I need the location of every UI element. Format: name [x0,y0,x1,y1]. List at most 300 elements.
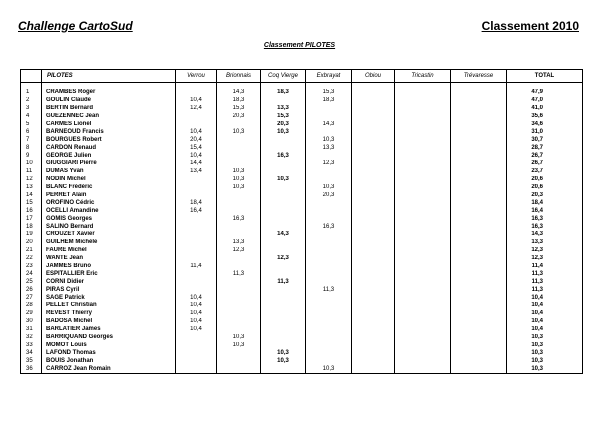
tricastin-score-cell [395,365,451,373]
total-score-cell: 10,3 [507,334,583,342]
brionnais-score-cell: 18,3 [217,97,261,105]
verrou-score-cell: 16,4 [176,207,217,215]
total-score-cell: 10,3 [507,349,583,357]
rank-cell: 15 [21,199,42,207]
pilot-name-cell: LAFOND Thomas [42,349,176,357]
tricastin-score-cell [395,89,451,97]
tricastin-score-cell [395,342,451,350]
table-row [21,223,583,231]
coq-vierge-score-cell [261,223,306,231]
table-row [21,302,583,310]
rank-cell: 20 [21,239,42,247]
table-row [21,160,583,168]
brionnais-score-cell [217,255,261,263]
obiou-score-cell [352,207,395,215]
obiou-score-cell [352,239,395,247]
tricastin-score-cell [395,302,451,310]
coq-vierge-score-cell: 10,3 [261,176,306,184]
verrou-score-cell [176,121,217,129]
coq-vierge-score-cell [261,215,306,223]
table-row [21,334,583,342]
table-row [21,184,583,192]
tricastin-score-cell [395,184,451,192]
pilot-name-cell: BARRIQUAND Georges [42,334,176,342]
table-row [21,310,583,318]
verrou-score-cell: 12,4 [176,105,217,113]
obiou-score-cell [352,365,395,373]
brionnais-score-cell [217,278,261,286]
trevaresse-score-cell [451,263,507,271]
coq-vierge-score-cell [261,302,306,310]
verrou-score-cell [176,176,217,184]
trevaresse-score-cell [451,294,507,302]
rank-cell: 35 [21,357,42,365]
rank-cell: 30 [21,318,42,326]
tricastin-score-cell [395,136,451,144]
coq-vierge-score-cell [261,318,306,326]
tricastin-score-cell [395,247,451,255]
coq-vierge-score-cell [261,160,306,168]
obiou-score-cell [352,318,395,326]
pilot-name-cell: FAURE Michel [42,247,176,255]
brionnais-score-cell [217,294,261,302]
table-row [21,89,583,97]
verrou-score-cell [176,278,217,286]
exbrayat-score-cell [306,247,352,255]
obiou-score-cell [352,176,395,184]
coq-vierge-score-cell [261,247,306,255]
table-row [21,215,583,223]
coq-vierge-score-cell [261,334,306,342]
total-score-cell: 20,6 [507,184,583,192]
pilot-name-cell: CROUZET Xavier [42,231,176,239]
pilot-name-cell: SAGE Patrick [42,294,176,302]
table-row [21,357,583,365]
tricastin-score-cell [395,121,451,129]
rank-cell: 25 [21,278,42,286]
trevaresse-score-cell [451,278,507,286]
exbrayat-score-cell [306,152,352,160]
rank-cell: 31 [21,326,42,334]
pilot-name-cell: BLANC Frédéric [42,184,176,192]
coq-vierge-score-cell: 18,3 [261,89,306,97]
rank-cell: 11 [21,168,42,176]
trevaresse-score-cell [451,89,507,97]
exbrayat-score-cell: 11,3 [306,286,352,294]
rank-cell: 10 [21,160,42,168]
verrou-score-cell [176,223,217,231]
exbrayat-score-cell [306,357,352,365]
total-score-cell: 41,0 [507,105,583,113]
verrou-score-cell: 10,4 [176,294,217,302]
brionnais-score-cell [217,192,261,200]
tricastin-score-cell [395,255,451,263]
total-score-cell: 14,3 [507,231,583,239]
rank-cell: 7 [21,136,42,144]
total-score-cell: 12,3 [507,255,583,263]
verrou-score-cell: 10,4 [176,97,217,105]
verrou-score-cell: 10,4 [176,326,217,334]
obiou-score-cell [352,184,395,192]
brionnais-score-cell [217,136,261,144]
coq-vierge-score-cell: 14,3 [261,231,306,239]
brionnais-score-cell [217,199,261,207]
verrou-score-cell [176,286,217,294]
exbrayat-score-cell [306,334,352,342]
trevaresse-score-cell [451,152,507,160]
brionnais-score-cell [217,349,261,357]
tricastin-score-cell [395,199,451,207]
obiou-score-cell [352,192,395,200]
coq-vierge-score-cell: 20,3 [261,121,306,129]
obiou-score-cell [352,89,395,97]
exbrayat-score-cell [306,294,352,302]
tricastin-score-cell [395,113,451,121]
tricastin-score-cell [395,223,451,231]
brionnais-score-cell [217,144,261,152]
exbrayat-score-cell [306,342,352,350]
total-score-cell: 11,3 [507,286,583,294]
ranking-table [20,69,583,374]
coq-vierge-score-cell [261,207,306,215]
trevaresse-score-cell [451,215,507,223]
coq-vierge-score-cell [261,270,306,278]
exbrayat-score-cell: 14,3 [306,121,352,129]
coq-vierge-score-cell [261,192,306,200]
total-score-cell: 35,6 [507,113,583,121]
tricastin-score-cell [395,310,451,318]
table-subtitle: Classement PILOTES [263,42,336,49]
verrou-score-cell [176,357,217,365]
pilot-name-cell: JAMMES Bruno [42,263,176,271]
verrou-score-cell [176,247,217,255]
total-score-cell: 34,6 [507,121,583,129]
trevaresse-score-cell [451,334,507,342]
obiou-score-cell [352,247,395,255]
obiou-score-cell [352,97,395,105]
pilot-name-cell: BOURGUES Robert [42,136,176,144]
table-row [21,121,583,129]
verrou-score-cell [176,113,217,121]
exbrayat-score-cell [306,318,352,326]
exbrayat-score-cell [306,113,352,121]
rank-cell: 18 [21,223,42,231]
trevaresse-score-cell [451,318,507,326]
rank-cell: 29 [21,310,42,318]
trevaresse-score-cell [451,176,507,184]
verrou-score-cell [176,255,217,263]
brionnais-score-cell [217,318,261,326]
coq-vierge-score-cell [261,97,306,105]
trevaresse-score-cell [451,270,507,278]
tricastin-score-cell [395,326,451,334]
coq-vierge-score-cell [261,294,306,302]
exbrayat-score-cell [306,231,352,239]
exbrayat-score-cell: 15,3 [306,89,352,97]
exbrayat-score-cell [306,310,352,318]
total-score-cell: 26,7 [507,160,583,168]
verrou-score-cell [176,342,217,350]
obiou-score-cell [352,310,395,318]
brionnais-score-cell: 20,3 [217,113,261,121]
obiou-score-cell [352,334,395,342]
exbrayat-score-cell [306,349,352,357]
tricastin-score-cell [395,294,451,302]
coq-vierge-score-cell [261,310,306,318]
table-row [21,342,583,350]
pilot-name-cell: CARDON Renaud [42,144,176,152]
total-score-cell: 20,6 [507,176,583,184]
tricastin-score-cell [395,239,451,247]
pilot-name-cell: GOMIS Georges [42,215,176,223]
verrou-score-cell [176,215,217,223]
trevaresse-score-cell [451,207,507,215]
pilot-name-cell: BARLATIER James [42,326,176,334]
pilot-name-cell: BERTIN Bernard [42,105,176,113]
verrou-score-cell [176,349,217,357]
exbrayat-score-cell [306,255,352,263]
brionnais-score-cell [217,263,261,271]
trevaresse-score-cell [451,231,507,239]
coq-vierge-score-cell [261,199,306,207]
brionnais-score-cell: 14,3 [217,89,261,97]
header-row [21,70,583,83]
coq-vierge-score-cell [261,136,306,144]
brionnais-score-cell [217,326,261,334]
pilot-name-cell: BOUIS Jonathan [42,357,176,365]
table-row [21,278,583,286]
rank-cell: 19 [21,231,42,239]
exbrayat-score-cell [306,128,352,136]
table-row [21,105,583,113]
brionnais-score-cell: 10,3 [217,334,261,342]
brionnais-score-cell [217,302,261,310]
table-row [21,136,583,144]
obiou-score-cell [352,144,395,152]
trevaresse-score-cell [451,365,507,373]
table-row [21,128,583,136]
rank-cell: 2 [21,97,42,105]
obiou-score-cell [352,286,395,294]
tricastin-score-cell [395,176,451,184]
rank-cell: 27 [21,294,42,302]
brionnais-score-cell [217,310,261,318]
table-row [21,365,583,373]
trevaresse-score-cell [451,121,507,129]
obiou-score-cell [352,357,395,365]
rank-cell: 14 [21,192,42,200]
pilot-name-cell: OROFINO Cédric [42,199,176,207]
exbrayat-score-cell: 16,3 [306,223,352,231]
tricastin-score-cell [395,105,451,113]
coq-vierge-score-cell [261,365,306,373]
exbrayat-score-cell [306,270,352,278]
verrou-score-cell: 10,4 [176,318,217,326]
rank-cell: 24 [21,270,42,278]
pilot-name-cell: CARROZ Jean Romain [42,365,176,373]
verrou-score-cell [176,184,217,192]
coq-vierge-score-cell: 13,3 [261,105,306,113]
table-row [21,286,583,294]
obiou-score-cell [352,215,395,223]
exbrayat-score-cell [306,278,352,286]
pilot-name-cell: PIRAS Cyril [42,286,176,294]
verrou-score-cell [176,365,217,373]
brionnais-score-cell: 10,3 [217,168,261,176]
obiou-score-cell [352,152,395,160]
pilot-name-cell: BARNEOUD Francis [42,128,176,136]
rank-cell: 16 [21,207,42,215]
exbrayat-score-cell [306,176,352,184]
obiou-score-cell [352,294,395,302]
verrou-score-cell: 10,4 [176,152,217,160]
rank-cell: 13 [21,184,42,192]
exbrayat-score-cell: 18,3 [306,97,352,105]
tricastin-score-cell [395,192,451,200]
rank-cell: 4 [21,113,42,121]
rank-cell: 28 [21,302,42,310]
table-row [21,176,583,184]
exbrayat-score-cell [306,105,352,113]
total-score-cell: 47,0 [507,97,583,105]
rank-cell: 22 [21,255,42,263]
pilot-name-cell: REVEST Thierry [42,310,176,318]
tricastin-score-cell [395,270,451,278]
tricastin-header: Tricastin [395,70,451,83]
coq-vierge-score-cell: 15,3 [261,113,306,121]
total-score-cell: 16,3 [507,215,583,223]
rank-cell: 26 [21,286,42,294]
rank-cell: 32 [21,334,42,342]
total-score-cell: 10,3 [507,357,583,365]
ranking-rows [21,83,583,374]
tricastin-score-cell [395,160,451,168]
total-score-cell: 23,7 [507,168,583,176]
table-row [21,199,583,207]
table-row [21,239,583,247]
obiou-score-cell [352,255,395,263]
table-row [21,192,583,200]
brionnais-score-cell [217,365,261,373]
trevaresse-score-cell [451,310,507,318]
coq-vierge-score-cell [261,326,306,334]
table-row [21,318,583,326]
pilot-name-cell: GIUGGIARI Pierre [42,160,176,168]
brionnais-score-cell: 16,3 [217,215,261,223]
trevaresse-score-cell [451,199,507,207]
pilot-name-cell: CARMES Lionel [42,121,176,129]
tricastin-score-cell [395,207,451,215]
exbrayat-score-cell [306,199,352,207]
table-row [21,97,583,105]
brionnais-score-cell [217,357,261,365]
total-score-cell: 10,4 [507,302,583,310]
rank-cell: 23 [21,263,42,271]
verrou-score-cell [176,231,217,239]
table-row [21,231,583,239]
brionnais-score-cell: 11,3 [217,270,261,278]
pilot-name-cell: SALINO Bernard [42,223,176,231]
pilot-name-cell: MOMOT Louis [42,342,176,350]
obiou-header: Obiou [352,70,395,83]
total-score-cell: 11,3 [507,270,583,278]
tricastin-score-cell [395,278,451,286]
total-score-cell: 12,3 [507,247,583,255]
brionnais-score-cell [217,207,261,215]
verrou-score-cell: 18,4 [176,199,217,207]
total-score-cell: 18,4 [507,199,583,207]
rank-cell: 1 [21,89,42,97]
tricastin-score-cell [395,263,451,271]
exbrayat-header: Exbrayat [306,70,352,83]
total-score-cell: 10,4 [507,326,583,334]
tricastin-score-cell [395,97,451,105]
verrou-score-cell: 10,4 [176,128,217,136]
coq-vierge-header: Coq Vierge [261,70,306,83]
pilot-name-cell: OCELLI Amandine [42,207,176,215]
table-row [21,263,583,271]
brionnais-score-cell [217,121,261,129]
table-row [21,294,583,302]
exbrayat-score-cell: 13,3 [306,144,352,152]
total-score-cell: 30,7 [507,136,583,144]
tricastin-score-cell [395,349,451,357]
trevaresse-score-cell [451,255,507,263]
tricastin-score-cell [395,128,451,136]
brionnais-header: Brionnais [217,70,261,83]
obiou-score-cell [352,223,395,231]
brionnais-score-cell: 10,3 [217,128,261,136]
brionnais-score-cell: 15,3 [217,105,261,113]
trevaresse-score-cell [451,105,507,113]
total-header: TOTAL [507,70,583,83]
total-score-cell: 28,7 [507,144,583,152]
pilot-name-cell: ESPITALLIER Eric [42,270,176,278]
exbrayat-score-cell [306,168,352,176]
table-row [21,144,583,152]
verrou-score-cell [176,270,217,278]
rank-cell: 34 [21,349,42,357]
total-score-cell: 10,4 [507,294,583,302]
obiou-score-cell [352,342,395,350]
trevaresse-score-cell [451,357,507,365]
trevaresse-score-cell [451,223,507,231]
exbrayat-score-cell: 20,3 [306,192,352,200]
obiou-score-cell [352,128,395,136]
coq-vierge-score-cell: 16,3 [261,152,306,160]
brionnais-score-cell [217,152,261,160]
obiou-score-cell [352,121,395,129]
table-row [21,270,583,278]
exbrayat-score-cell: 10,3 [306,136,352,144]
exbrayat-score-cell [306,239,352,247]
trevaresse-score-cell [451,168,507,176]
pilot-name-cell: WANTE Jean [42,255,176,263]
total-score-cell: 13,3 [507,239,583,247]
trevaresse-score-cell [451,302,507,310]
pilot-name-cell: CRAMBES Roger [42,89,176,97]
exbrayat-score-cell [306,326,352,334]
table-row [21,168,583,176]
total-score-cell: 16,3 [507,223,583,231]
brionnais-score-cell: 10,3 [217,176,261,184]
coq-vierge-score-cell [261,342,306,350]
verrou-score-cell [176,89,217,97]
tricastin-score-cell [395,334,451,342]
brionnais-score-cell: 13,3 [217,239,261,247]
verrou-score-cell: 10,4 [176,302,217,310]
rank-cell: 12 [21,176,42,184]
